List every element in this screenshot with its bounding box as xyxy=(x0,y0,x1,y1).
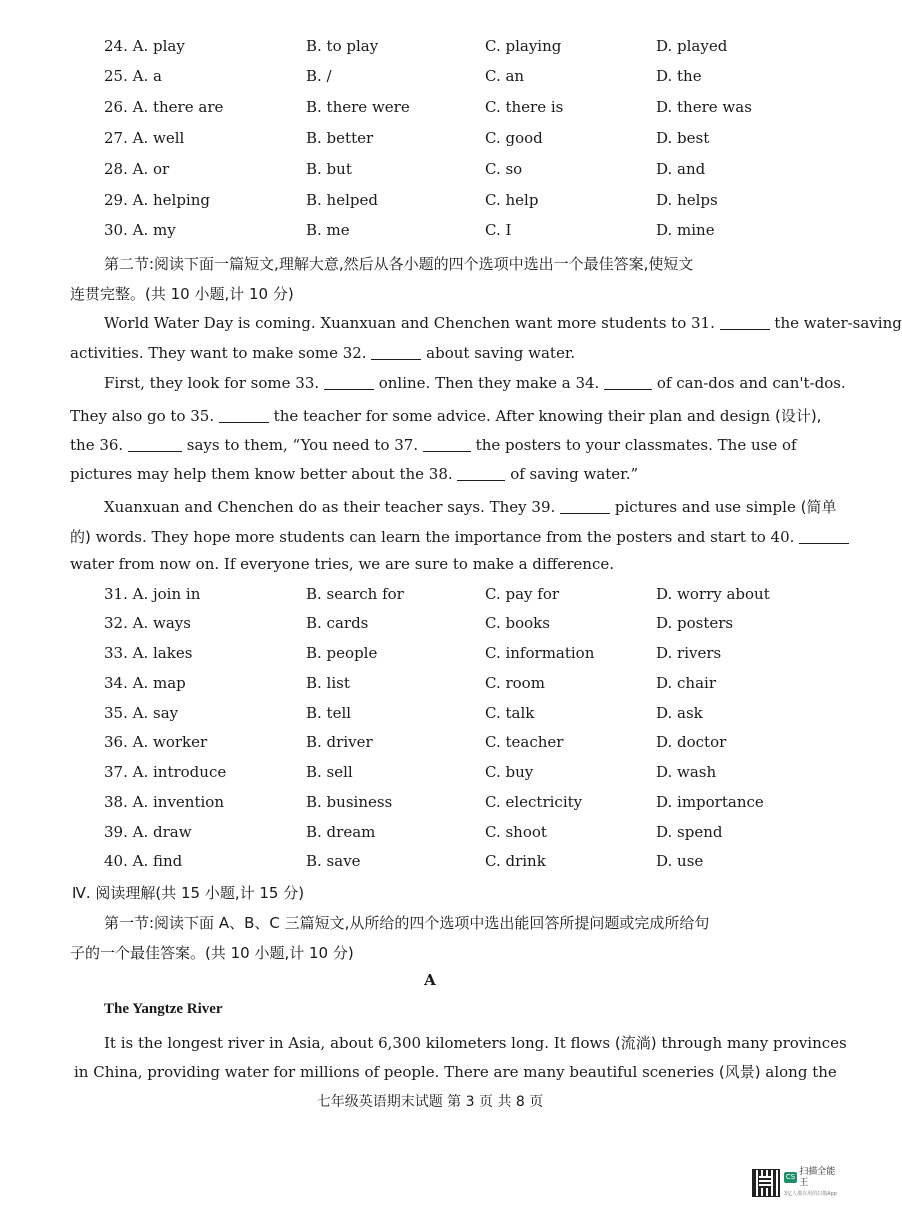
option-b: B. there were xyxy=(306,98,410,116)
option-c: C. an xyxy=(485,67,525,85)
option-b: B. tell xyxy=(306,704,352,722)
passage-text: the posters to your classmates. The use of xyxy=(475,436,797,454)
option-a: 28. A. or xyxy=(104,160,170,178)
passage-text: World Water Day is coming. Xuanxuan and Chenchen want more students to 31. xyxy=(104,314,715,332)
passage-title: The Yangtze River xyxy=(104,1001,223,1017)
option-d: D. best xyxy=(656,129,710,147)
passage-text: water from now on. If everyone tries, we are sure to make a difference. xyxy=(70,555,614,573)
option-row xyxy=(0,221,860,245)
option-c: C. talk xyxy=(485,704,535,722)
option-b: B. / xyxy=(306,67,332,85)
option-a: 38. A. invention xyxy=(104,793,224,811)
passage-text: in China, providing water for millions of people. There are many beautiful sceneries xyxy=(74,1063,715,1081)
blank-38 xyxy=(457,466,505,481)
passage-text: of saving water.” xyxy=(510,465,639,483)
blank-35 xyxy=(219,408,269,423)
passage-line xyxy=(70,344,800,362)
option-c: C. playing xyxy=(485,37,562,55)
option-row xyxy=(0,129,860,153)
option-c: C. information xyxy=(485,644,595,662)
option-c: C. shoot xyxy=(485,823,547,841)
blank-32 xyxy=(371,345,421,360)
option-c: C. I xyxy=(485,221,512,239)
option-c: C. teacher xyxy=(485,733,564,751)
option-a: 24. A. play xyxy=(104,37,185,55)
passage-text: pictures and use simple xyxy=(614,498,796,516)
passage-line xyxy=(104,374,846,392)
option-c: C. so xyxy=(485,160,523,178)
option-a: 37. A. introduce xyxy=(104,763,227,781)
option-d: D. spend xyxy=(656,823,723,841)
blank-40 xyxy=(799,529,849,544)
option-row xyxy=(0,823,860,847)
part4-sub-line2: 子的一个最佳答案。(共 10 小题,计 10 分) xyxy=(70,944,354,962)
option-row xyxy=(0,67,860,91)
passage-text: words. They hope more students can learn the importance from the posters and start to 40. xyxy=(95,528,795,546)
option-d: D. mine xyxy=(656,221,715,239)
passage-text: It is the longest river in Asia, about 6,300 kilometers long. It flows xyxy=(104,1034,611,1052)
option-d: D. the xyxy=(656,67,702,85)
passage-text: along the xyxy=(765,1063,837,1081)
option-b: B. me xyxy=(306,221,350,239)
option-d: D. there was xyxy=(656,98,752,116)
passage-line xyxy=(74,1061,837,1082)
option-a: 39. A. draw xyxy=(104,823,192,841)
option-a: 31. A. join in xyxy=(104,585,201,603)
option-c: C. drink xyxy=(485,852,546,870)
qr-code-icon xyxy=(752,1169,780,1197)
option-d: D. importance xyxy=(656,793,764,811)
passage-text: They also go to 35. xyxy=(70,407,215,425)
option-c: C. room xyxy=(485,674,545,692)
option-c: C. buy xyxy=(485,763,534,781)
blank-39 xyxy=(560,499,610,514)
option-row xyxy=(0,733,860,757)
passage-text: pictures may help them know better about the 38. xyxy=(70,465,453,483)
option-b: B. search for xyxy=(306,585,404,603)
option-c: C. books xyxy=(485,614,550,632)
option-b: B. helped xyxy=(306,191,378,209)
option-a: 26. A. there are xyxy=(104,98,224,116)
passage-text: the 36. xyxy=(70,436,124,454)
passage-text: (风景) xyxy=(718,1063,761,1081)
passage-text: (设计), xyxy=(774,407,822,425)
option-b: B. dream xyxy=(306,823,376,841)
option-d: D. chair xyxy=(656,674,716,692)
option-row xyxy=(0,98,860,122)
option-row xyxy=(0,852,860,876)
option-a: 35. A. say xyxy=(104,704,179,722)
option-row xyxy=(0,160,860,184)
option-d: D. and xyxy=(656,160,706,178)
option-row xyxy=(0,37,860,61)
passage-text: First, they look for some 33. xyxy=(104,374,320,392)
option-b: B. cards xyxy=(306,614,369,632)
passage-text: (流淌) xyxy=(614,1034,657,1052)
option-b: B. people xyxy=(306,644,378,662)
option-row xyxy=(0,191,860,215)
blank-31 xyxy=(720,315,770,330)
option-d: D. rivers xyxy=(656,644,722,662)
passage-text: activities. They want to make some 32. xyxy=(70,344,367,362)
passage-line xyxy=(104,496,837,517)
blank-33 xyxy=(324,375,374,390)
passage-text: online. Then they make a 34. xyxy=(378,374,600,392)
blank-34 xyxy=(604,375,652,390)
passage-text: of can-dos and can't-dos. xyxy=(656,374,846,392)
passage-text: about saving water. xyxy=(426,344,576,362)
passage-line xyxy=(70,436,800,454)
option-row xyxy=(0,763,860,787)
watermark-name: 扫描全能王 xyxy=(799,1166,836,1188)
passage-text: the teacher for some advice. After knowing their plan and design xyxy=(273,407,771,425)
option-c: C. pay for xyxy=(485,585,560,603)
section2-heading-line2: 连贯完整。(共 10 小题,计 10 分) xyxy=(70,285,294,303)
option-b: B. business xyxy=(306,793,393,811)
option-row xyxy=(0,674,860,698)
option-b: B. list xyxy=(306,674,350,692)
option-row xyxy=(0,704,860,728)
option-a: 25. A. a xyxy=(104,67,162,85)
passage-text: the water-saving xyxy=(774,314,902,332)
option-d: D. use xyxy=(656,852,704,870)
option-b: B. sell xyxy=(306,763,353,781)
option-d: D. played xyxy=(656,37,728,55)
passage-text: through many provinces xyxy=(661,1034,847,1052)
passage-letter: A xyxy=(424,971,436,989)
passage-line xyxy=(70,405,822,426)
option-a: 36. A. worker xyxy=(104,733,208,751)
blank-36 xyxy=(128,437,182,452)
passage-line xyxy=(104,314,902,332)
option-a: 34. A. map xyxy=(104,674,186,692)
passage-text: says to them, “You need to 37. xyxy=(186,436,419,454)
passage-text: 的) xyxy=(70,528,91,546)
option-b: B. save xyxy=(306,852,361,870)
option-d: D. wash xyxy=(656,763,717,781)
option-c: C. electricity xyxy=(485,793,583,811)
section2-heading-line1: 第二节:阅读下面一篇短文,理解大意,然后从各小题的四个选项中选出一个最佳答案,使短文 xyxy=(104,255,694,273)
option-a: 29. A. helping xyxy=(104,191,210,209)
option-c: C. there is xyxy=(485,98,564,116)
option-b: B. driver xyxy=(306,733,373,751)
option-c: C. good xyxy=(485,129,543,147)
option-row xyxy=(0,644,860,668)
option-row xyxy=(0,585,860,609)
blank-37 xyxy=(423,437,471,452)
scanner-watermark xyxy=(752,1168,844,1198)
option-d: D. doctor xyxy=(656,733,727,751)
option-a: 32. A. ways xyxy=(104,614,191,632)
option-d: D. helps xyxy=(656,191,718,209)
passage-line xyxy=(104,1032,847,1053)
option-a: 40. A. find xyxy=(104,852,183,870)
option-row xyxy=(0,793,860,817)
passage-line xyxy=(70,555,800,573)
option-a: 33. A. lakes xyxy=(104,644,193,662)
option-b: B. to play xyxy=(306,37,379,55)
option-row xyxy=(0,614,860,638)
option-d: D. ask xyxy=(656,704,703,722)
watermark-sub: 3亿人都在用的扫描App xyxy=(783,1190,837,1197)
passage-line xyxy=(70,465,800,483)
option-a: 30. A. my xyxy=(104,221,176,239)
cs-logo-icon: CS xyxy=(785,1173,796,1181)
passage-text: (简单 xyxy=(800,498,837,516)
part4-sub-line1: 第一节:阅读下面 A、B、C 三篇短文,从所给的四个选项中选出能回答所提问题或完成所给句 xyxy=(104,914,710,932)
option-b: B. but xyxy=(306,160,352,178)
page-footer: 七年级英语期末试题 第 3 页 共 8 页 xyxy=(316,1094,544,1110)
passage-text: Xuanxuan and Chenchen do as their teacher says. They 39. xyxy=(104,498,556,516)
option-a: 27. A. well xyxy=(104,129,185,147)
option-b: B. better xyxy=(306,129,374,147)
passage-line xyxy=(70,526,800,547)
option-d: D. posters xyxy=(656,614,734,632)
option-c: C. help xyxy=(485,191,539,209)
option-d: D. worry about xyxy=(656,585,770,603)
part4-heading: Ⅳ. 阅读理解(共 15 小题,计 15 分) xyxy=(72,884,305,902)
